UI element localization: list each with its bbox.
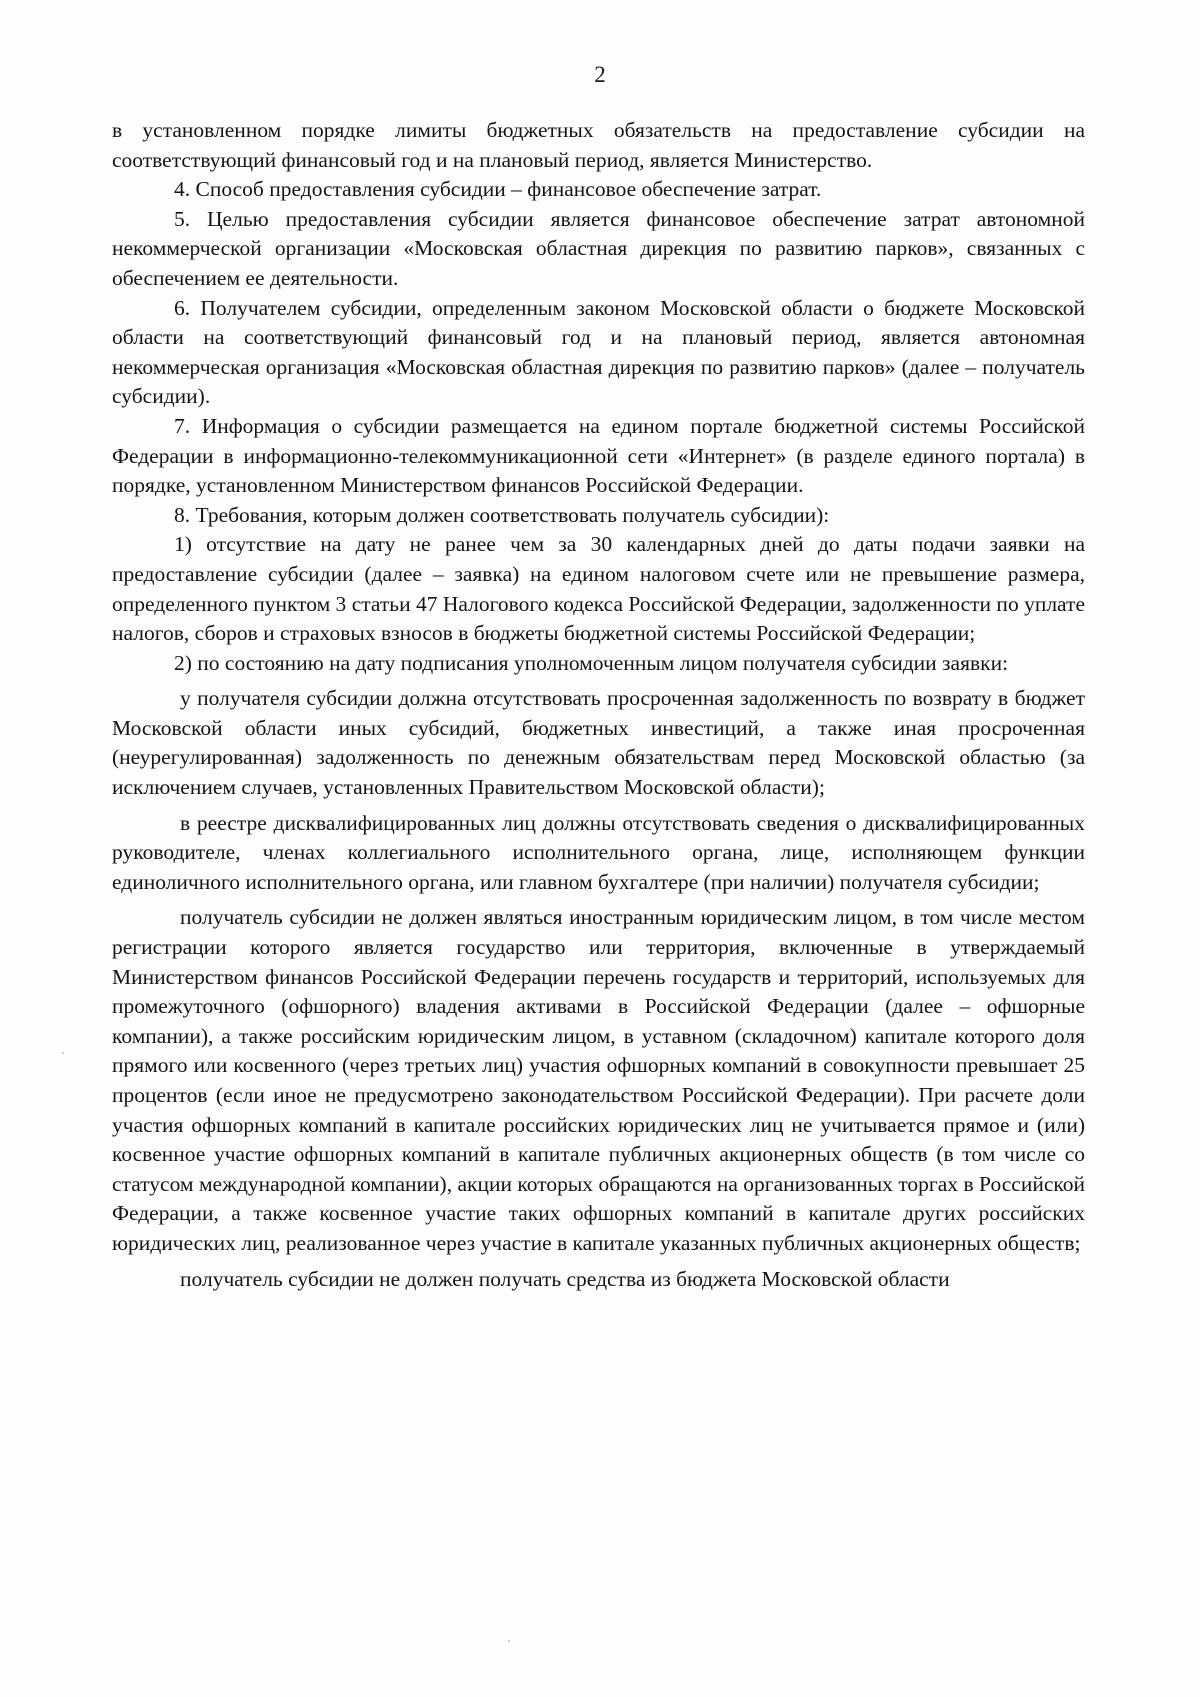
paragraph-subitem-1: 1) отсутствие на дату не ранее чем за 30 календарных дней до даты подачи заявки на предоставление субсидии (далее – заявка) на едином налоговом счете или не превышение размера, определенного пунктом 3 статьи 47 Налогового кодекса Российской Федерации, задолженности по уплате налогов, сборов и страховых взносов в бюджеты бюджетной системы Российской Федерации; — [112, 532, 1085, 646]
paragraph-item-4: 4. Способ предоставления субсидии – финансовое обеспечение затрат. — [174, 177, 822, 202]
paragraph-requirement-offshore: получатель субсидии не должен являться иностранным юридическим лицом, в том числе местом регистрации которого является государство или территория, включенные в утверждаемый Министерством финансов Российской Федерации перечень государств и территорий, используемых для промежуточного (офшорного) владения активами в Российской Федерации (далее – офшорные компании), а также российским юридическим лицом, в уставном (складочном) капитале которого доля прямого или косвенного (через третьих лиц) участия офшорных компаний в совокупности превышает 25 процентов (если иное не предусмотрено законодательством Российской Федерации). При расчете доли участия офшорных компаний в капитале российских юридических лиц не учитывается прямое и (или) косвенное участие офшорных компаний в капитале публичных акционерных обществ (в том числе со статусом международной компании), акции которых обращаются на организованных торгах в Российской Федерации, а также косвенное участие таких офшорных компаний в капитале других российских юридических лиц, реализованное через участие в капитале указанных публичных акционерных обществ; — [112, 905, 1085, 1255]
paragraph-item-8: 8. Требования, которым должен соответствовать получатель субсидии): — [174, 502, 830, 527]
paragraph-item-7: 7. Информация о субсидии размещается на едином портале бюджетной системы Российской Федерации в информационно-телекоммуникационной сети «Интернет» (в разделе единого портала) в порядке, установленном Министерством финансов Российской Федерации. — [112, 413, 1085, 498]
paragraph-item-6: 6. Получателем субсидии, определенным законом Московской области о бюджете Московской области на соответствующий финансовый год и на плановый период, является автономная некоммерческая организация «Московская областная дирекция по развитию парков» (далее – получатель субсидии). — [112, 295, 1085, 409]
paragraph-subitem-2: 2) по состоянию на дату подписания уполномоченным лицом получателя субсидии заявки: — [174, 650, 1009, 675]
paragraph-requirement-debt: у получателя субсидии должна отсутствовать просроченная задолженность по возврату в бюджет Московской области иных субсидий, бюджетных инвестиций, а также иная просроченная (неурегулированная) задолженность по денежным обязательствам перед Московской областью (за исключением случаев, установленных Правительством Московской области); — [112, 686, 1085, 800]
scan-artifact — [508, 1640, 510, 1642]
page-number: 2 — [594, 62, 606, 87]
paragraph-requirement-disqualified: в реестре дисквалифицированных лиц должны отсутствовать сведения о дисквалифицированных руководителе, членах коллегиального исполнительного органа, лице, исполняющем функции единоличного исполнительного органа, или главном бухгалтере (при наличии) получателя субсидии; — [112, 810, 1085, 894]
paragraph-requirement-funds: получатель субсидии не должен получать средства из бюджета Московской области — [180, 1266, 950, 1291]
document-body — [112, 116, 1085, 1294]
paragraph-item-5: 5. Целью предоставления субсидии является финансовое обеспечение затрат автономной некоммерческой организации «Московская областная дирекция по развитию парков», связанных с обеспечением ее деятельности. — [112, 206, 1085, 290]
paragraph-continuation: в установленном порядке лимиты бюджетных обязательств на предоставление субсидии на соответствующий финансовый год и на плановый период, является Министерство. — [112, 118, 1085, 172]
scan-artifact — [62, 1052, 64, 1054]
